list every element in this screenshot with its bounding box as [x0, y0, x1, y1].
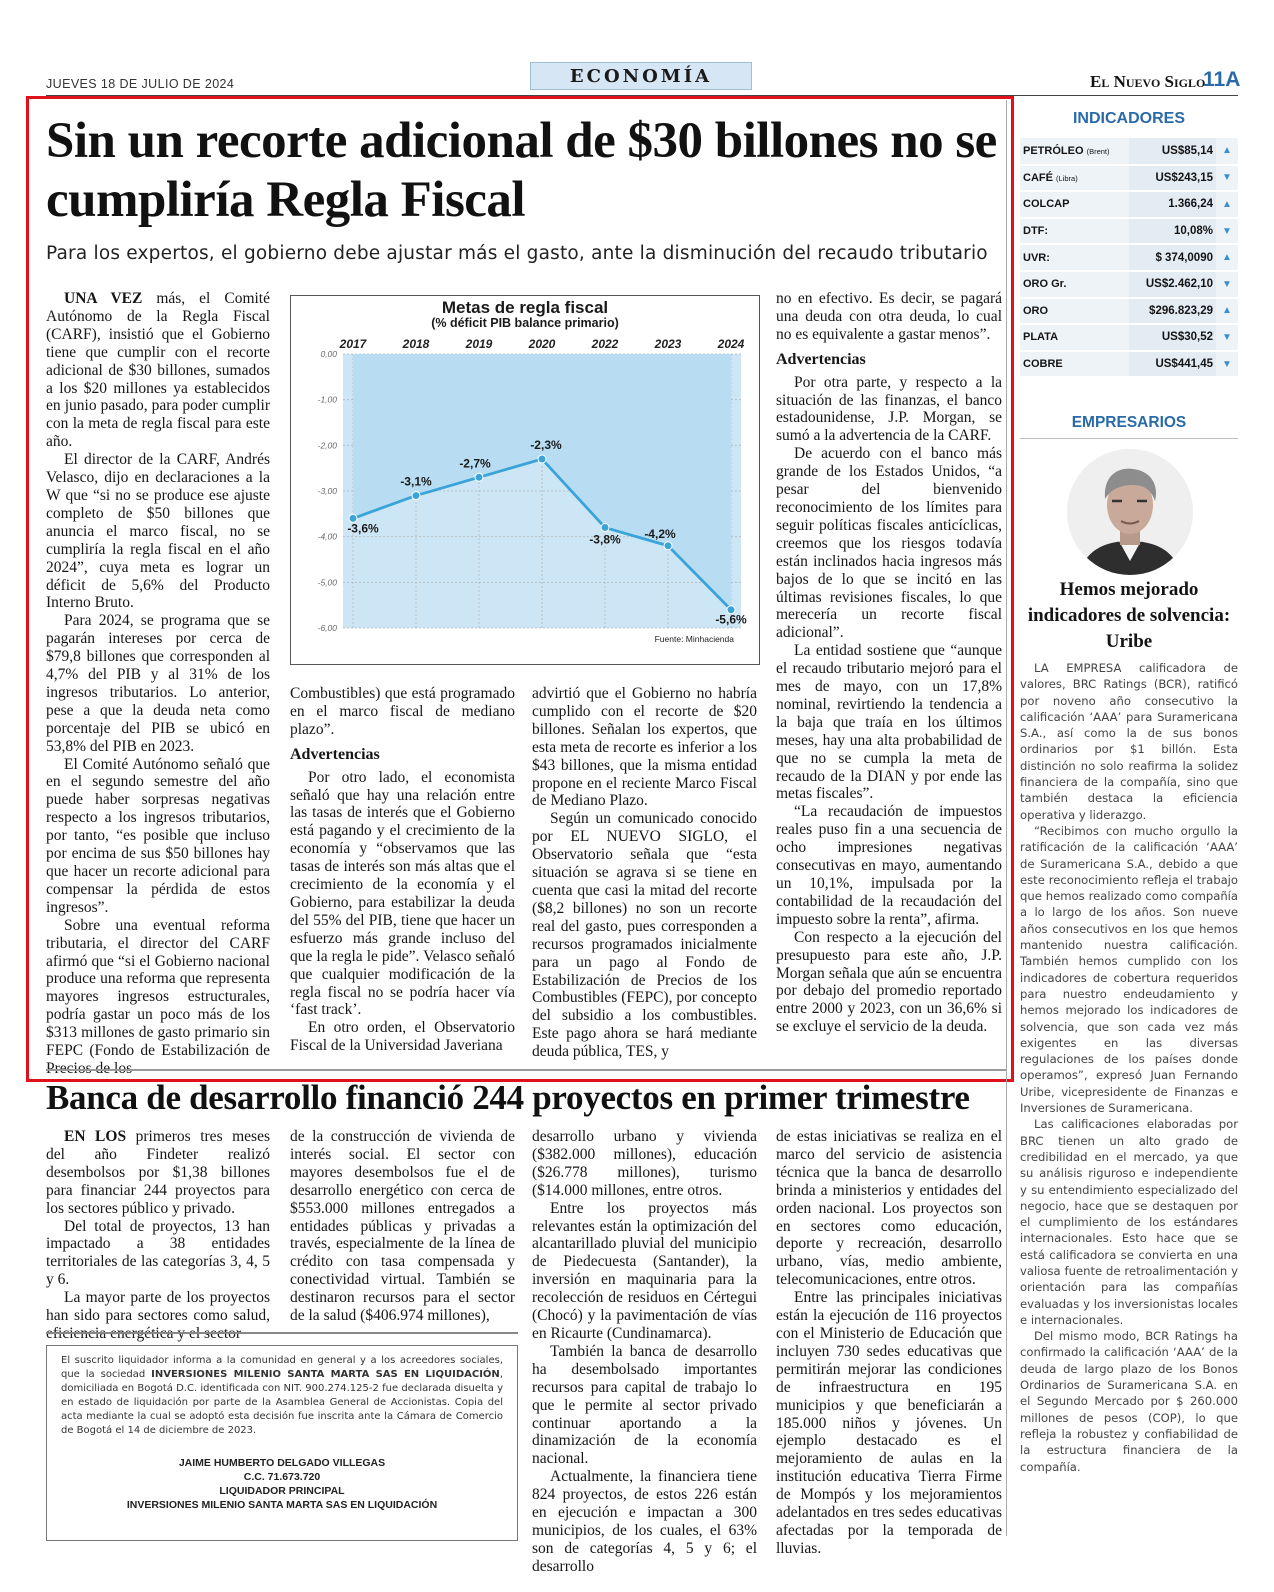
- signer-id: C.C. 71.673.720: [243, 1471, 321, 1483]
- x-tick-label: 2019: [465, 337, 493, 351]
- x-tick-label: 2018: [402, 337, 430, 351]
- paragraph: Sobre una eventual reforma tributaria, el director del CARF afirmó que “si el Gobierno nacional produce una reforma que representa mayores ingresos estructurales, podría gastar un poco más de los $313 millones de gasto primario sin FEPC (Fondo de Estabilización de: [46, 916, 270, 1060]
- indicator-row: [1020, 191, 1238, 218]
- paragraph: de estas iniciativas se realiza en el marco del servicio de asistencia técnica que la banca de desarrollo brinda a ministerios y entidades del orden nacional. Los proyectos son en sectores como educación, deporte y recreación, desarrollo urbano, vías, medio ambiente, telecomunicaciones, entre otros.: [776, 1128, 1002, 1289]
- paragraph: Del mismo modo, BCR Ratings ha confirmado la calificación ‘AAA’ de la deuda de largo plazo de los Bonos Ordinarios de Suramericana S.A. en el Segundo Mercado por $ 260.000 millones de pesos (COP), lo que refleja la robustez y confiabilidad de la estructura financiera de la compañía.: [1020, 1329, 1238, 1474]
- legal-notice: [46, 1345, 518, 1541]
- arrow-up-icon: ▲: [1216, 298, 1238, 325]
- empresarios-body: [1020, 660, 1238, 1475]
- paragraph-text: primeros tres meses del año Findeter realizó desembolsos por $1,38 billones para financiar 244 proyectos para los sectores público y privado.: [46, 1128, 270, 1217]
- paragraph: La mayor parte de los proyectos han sido para sectores como salud,: [46, 1289, 270, 1325]
- empresarios-title: EMPRESARIOS: [1071, 414, 1187, 431]
- paragraph: Según un comunicado conocido por EL NUEVO SIGLO, el Observatorio señala que “esta situación se agrava si se tiene en cuenta que casi la mitad del recorte ($8,2 billones) no son un recorte real del gasto, pues corresponden a recursos programados inicialmente para un pago al Fondo de Estabilización de Precios de los Combustibles (FEPC), por concepto del subsidio a los combustibles. Este pago ahora se hará mediante deuda pública, TES, y: [532, 810, 757, 1061]
- chart-svg: [291, 296, 759, 664]
- data-label: -2,7%: [459, 456, 491, 471]
- paragraph: Entre las principales iniciativas están la ejecución de 116 proyectos con el Ministerio de Educación que incluyen 730 sedes educativas que permitirán mejorar las condiciones de infraestructura en 195 municipios y que beneficiarán a 185.000 niños y jóvenes. Un ejemplo destacado es el mejoramiento de aulas en la institución educativa Tierra Firme de Mompós y los mejoramientos adelantados en tres sedes educativas afectadas por la temporada de lluvias.: [776, 1289, 1002, 1557]
- indicator-name: [1020, 351, 1129, 378]
- data-label: -5,6%: [715, 612, 747, 627]
- notice-text-end: , domiciliada en Bogotá D.C. identificada con NIT. 900.274.125-2 fue declarada disuelta y en estado de liquidación por parte de la Asamblea General de Accionistas. Copia del acta mediante la cual se adoptó esta decisión fue inscrita ante la Cámara de Comercio de Bogotá el 14 de diciembre de 2023.: [61, 1369, 503, 1436]
- data-point: [601, 524, 609, 532]
- indicators-title: INDICADORES: [1072, 110, 1185, 127]
- lead-in: EN LOS: [64, 1128, 127, 1145]
- chart-source: Fuente: Minhacienda: [654, 634, 734, 644]
- paragraph: de la construcción de vivienda de interés social. El sector con mayores desembolsos fue el de desarrollo energético con cerca de $553.000 millones entregados a entidades públicas y privadas a través, especialmente de la línea de crédito con tasa compensada y conectividad virtual. También se destinaron recursos para el sector de la salud ($406.974 millones),: [290, 1128, 515, 1325]
- arrow-up-icon: ▲: [1216, 244, 1238, 271]
- y-tick-label: -6,00: [317, 623, 337, 633]
- y-tick-label: -5,00: [317, 577, 337, 588]
- data-label: -4,2%: [644, 526, 676, 541]
- paragraph: [46, 1128, 270, 1218]
- article-subhead: Para los expertos, el gobierno debe ajustar más el gasto, ante la disminución del recaudo tributario: [46, 243, 988, 264]
- indicator-name: [1020, 271, 1129, 298]
- paragraph: Por otra parte, y respecto a la situación de las finanzas, el banco estadounidense, J.P. Morgan, se sumó a la advertencia de la CARF.: [776, 373, 1002, 445]
- indicator-value: US$85,14: [1129, 138, 1216, 165]
- indicator-name: [1020, 324, 1129, 351]
- indicators-table: [1020, 138, 1238, 378]
- indicator-name: [1020, 138, 1129, 165]
- paragraph: En otro orden, el Observatorio Fiscal de la Universidad Javeriana: [290, 1019, 515, 1055]
- signer-role: LIQUIDADOR PRINCIPAL: [219, 1485, 345, 1497]
- indicator-label: COBRE: [1023, 358, 1063, 371]
- paragraph: Las calificaciones elaboradas por BRC tienen un alto grado de credibilidad en el mercado, ya que su análisis riguroso e independiente y su entendimiento especializado del negocio, hace que se destaquen por el cumplimiento de los estándares internacionales. Esto hace que se está calificadora se convierta en una valiosa fuente de retroalimentación y orientación para las compañías evaluadas y los inversionistas locales e internacionales.: [1020, 1117, 1238, 1327]
- article2-column-4: [776, 1128, 1002, 1558]
- paragraph: [46, 290, 270, 451]
- issue-date: JUEVES 18 DE JULIO DE 2024: [46, 77, 235, 91]
- paragraph: no en efectivo. Es decir, se pagará una deuda con otra deuda, lo cual no es equivalente a gastar menos”.: [776, 290, 1002, 343]
- signer-company: INVERSIONES MILENIO SANTA MARTA SAS EN LIQUIDACIÓN: [126, 1499, 438, 1511]
- x-tick-label: 2024: [717, 337, 745, 351]
- arrow-up-icon: ▲: [1216, 138, 1238, 165]
- indicator-label: UVR:: [1023, 251, 1050, 264]
- indicator-row: [1020, 271, 1238, 298]
- y-tick-label: 0,00: [320, 349, 337, 359]
- indicator-label: COLCAP: [1023, 198, 1070, 211]
- article2-column-1: [46, 1128, 270, 1343]
- paragraph: “Recibimos con mucho orgullo la ratificación de la calificación ‘AAA’ de Suramericana S.A., debido a que este reconocimiento refleja el trabajo que hemos realizado como compañía a lo largo de los años. Son nueve años consecutivos en los que hemos mantenido nuestra calificación. También hemos cumplido con los indicadores de cobertura requeridos para nuestro endeudamiento y hemos mejorado los indicadores de solvencia, que son cada vez más exigentes en las diversas regulaciones de los países donde operamos”, expresó Juan Fernando Uribe, vicepresidente de Finanzas e Inversiones de Suramericana.: [1020, 823, 1238, 1116]
- lead-in: UNA VEZ: [64, 290, 143, 307]
- arrow-down-icon: ▼: [1216, 271, 1238, 298]
- article2-column-3: [532, 1128, 757, 1576]
- indicator-value: US$441,45: [1129, 351, 1216, 378]
- data-label: -2,3%: [530, 438, 562, 453]
- paragraph: Para 2024, se programa que se pagarán intereses por cerca de $79,8 billones que corresponden al 4,7% del PIB y al 31% de los ingresos tributarios. Lo anterior, pese a que la deuda neta como porcentaje del PIB se ubicó en 53,8% del PIB en 2023.: [46, 612, 270, 755]
- empresarios-headline: Hemos mejorado indicadores de solvencia: Uribe: [1027, 579, 1231, 652]
- paragraph: El Comité Autónomo señaló que en el segundo semestre del año puede haber sorpresas negativas respecto a los ingresos tributarios, por tanto, “es posible que incluso por encima de sus $50 billones hay que hacer un recorte adicional para compensar la pérdida de estos ingresos”.: [46, 755, 270, 916]
- indicator-row: [1020, 324, 1238, 351]
- indicator-value: 1.366,24: [1129, 191, 1216, 218]
- indicator-label: ORO: [1023, 304, 1049, 317]
- article-divider: [46, 1069, 1006, 1071]
- indicator-row: [1020, 298, 1238, 325]
- indicator-value: US$30,52: [1129, 324, 1216, 351]
- data-label: -3,8%: [589, 532, 621, 547]
- article-column-2: [290, 685, 515, 1055]
- indicator-row: [1020, 244, 1238, 271]
- indicator-value: 10,08%: [1129, 218, 1216, 245]
- indicator-value: $ 374,0090: [1129, 244, 1216, 271]
- paragraph: LA EMPRESA calificadora de valores, BRC Ratings (BCR), ratificó por noveno año consecutivo la calificación ‘AAA’ para Suramericana S.A., así como la de sus bonos ordinarios por $1 billón. Esta distinción no solo reafirma la solidez financiera de la compañía, sino que también destaca la eficiencia operativa y liderazgo.: [1020, 661, 1238, 822]
- page-number: 11A: [1203, 68, 1241, 91]
- paragraph: “La recaudación de impuestos reales puso fin a una secuencia de ocho impresiones negativas consecutivas en mayo, aumentando un 10,1%, impulsada por la contabilidad de la recaudación del impuesto sobre la renta”, afirma.: [776, 803, 1002, 928]
- paragraph: Combustibles) que está programado en el marco fiscal de mediano plazo”.: [290, 685, 515, 738]
- paragraph: advirtió que el Gobierno no habría cumplido con el recorte de $20 billones. Señalan los expertos, que esta meta de recorte es inferior a los $43 billones, que la misma entidad propone en el reciente Marco Fiscal de Mediano Plazo.: [532, 685, 757, 810]
- section-label: ECONOMÍA: [530, 62, 752, 90]
- data-point: [538, 455, 546, 463]
- indicator-name: [1020, 218, 1129, 245]
- portrait-photo: [1067, 449, 1193, 575]
- paragraph: El director de la CARF, Andrés Velasco, dijo en declaraciones a la W que “si no se produce ese ajuste completo de $50 billones que anuncia el marco fiscal, no se cumpliría la regla fiscal en el año 2024”, cuya meta es lograr un déficit de 5,6% del Producto Interno Bruto.: [46, 451, 270, 612]
- article-column-3: [532, 685, 757, 1061]
- indicator-label: PETRÓLEO: [1023, 144, 1084, 157]
- indicator-name: [1020, 244, 1129, 271]
- arrow-down-icon: ▼: [1216, 351, 1238, 378]
- indicator-name: [1020, 298, 1129, 325]
- indicator-name: [1020, 165, 1129, 192]
- indicator-label: DTF:: [1023, 225, 1049, 238]
- article2-headline: Banca de desarrollo financió 244 proyectos en primer trimestre: [46, 1078, 970, 1117]
- y-tick-label: -3,00: [317, 486, 337, 496]
- subheading: Advertencias: [776, 350, 866, 368]
- data-point: [664, 542, 672, 550]
- notice-text-start: El suscrito liquidador informa a la comunidad en general y a los acreedores sociales, que la sociedad: [61, 1355, 503, 1380]
- signer-name: JAIME HUMBERTO DELGADO VILLEGAS: [178, 1457, 386, 1469]
- article-column-1: [46, 290, 270, 1078]
- indicator-label: PLATA: [1023, 331, 1059, 344]
- x-tick-label: 2022: [591, 337, 619, 351]
- arrow-down-icon: ▼: [1216, 324, 1238, 351]
- arrow-down-icon: ▼: [1216, 165, 1238, 192]
- article-headline: Sin un recorte adicional de $30 billones no se cumpliría Regla Fiscal: [46, 113, 997, 228]
- indicator-label: ORO Gr.: [1023, 278, 1067, 291]
- notice-rule: [46, 1332, 518, 1334]
- indicator-value: $296.823,29: [1129, 298, 1216, 325]
- data-label: -3,1%: [400, 474, 432, 489]
- arrow-up-icon: ▲: [1216, 191, 1238, 218]
- fiscal-chart: [290, 295, 760, 665]
- paragraph: Del total de proyectos, 13 han impactado a 38 entidades territoriales de las categorías 3, 4, 5 y 6.: [46, 1217, 270, 1289]
- indicator-note: (Libra): [1056, 173, 1078, 183]
- indicator-value: US$243,15: [1129, 165, 1216, 192]
- paragraph: También la banca de desarrollo ha desembolsado importantes recursos para capital de trabajo lo que le permite al sector privado continuar aportando a la dinamización de la economía nacional.: [532, 1342, 757, 1468]
- indicator-label: CAFÉ: [1023, 171, 1053, 184]
- indicator-row: [1020, 138, 1238, 165]
- subheading: Advertencias: [290, 745, 380, 763]
- paragraph-text: más, el Comité Autónomo de la Regla Fiscal (CARF), insistió que el Gobierno tiene que cumplir con el recorte adicional de $30 billones, sumados a los $20 millones ya establecidos en junio pasado, para poder cumplir con la meta de regla fiscal para este año.: [46, 290, 270, 451]
- notice-signature: [61, 1456, 503, 1512]
- article2-column-2: [290, 1128, 515, 1325]
- y-tick-label: -2,00: [317, 440, 337, 451]
- paragraph: Entre los proyectos más relevantes están la optimización del alcantarillado pluvial del municipio de Piedecuesta (Santander), la inversión en maquinaria para la recolección de residuos en Cértegui (Chocó) y la pavimentación de vías en Ricaurte (Cundinamarca).: [532, 1199, 757, 1342]
- paragraph: Por otro lado, el economista señaló que hay una relación entre las tasas de interés que el Gobierno está pagando y el crecimiento de la economía y “observamos que las tasas de interés son más altas que el crecimiento de la economía y el Gobierno, para estabilizar la deuda del 55% del PIB, tiene que hacer un esfuerzo más grande incluso del que la regla le pide”. Velasco señaló que cualquier modificación de la regla fiscal no se podría hacer vía ‘fast track’.: [290, 768, 515, 1019]
- x-tick-label: 2017: [339, 337, 367, 351]
- paragraph: Actualmente, la financiera tiene 824 proyectos, de estos 226 están en ejecución e impactan a 300 municipios, de los cuales, el 63% son de categorías 4, 5 y 6; el desarrollo: [532, 1468, 757, 1575]
- paragraph: De acuerdo con el banco más grande de los Estados Unidos, “a pesar del bienvenido reconocimiento de los límites para seguir políticas fiscales anticíclicas, creemos que los riesgos todavía están inclinados hacia ingresos más bajos de lo que se incitó en las últimas revisiones fiscales, lo que merecería un recorte fiscal adicional”.: [776, 445, 1002, 642]
- article-column-4: [776, 290, 1002, 1036]
- newspaper-name: El Nuevo Siglo: [1090, 72, 1206, 91]
- notice-text: [61, 1354, 503, 1438]
- x-tick-label: 2020: [528, 337, 556, 351]
- x-tick-label: 2023: [654, 337, 682, 351]
- indicator-row: [1020, 351, 1238, 378]
- notice-company: INVERSIONES MILENIO SANTA MARTA SAS EN LIQUIDACIÓN: [151, 1369, 500, 1380]
- paragraph: desarrollo urbano y vivienda ($382.000 millones), educación ($26.778 millones), turismo ($14.000 millones, entre otros.: [532, 1128, 757, 1199]
- y-tick-label: -1,00: [317, 394, 337, 405]
- indicator-value: US$2.462,10: [1129, 271, 1216, 298]
- empresarios-rule: [1020, 438, 1238, 439]
- indicator-row: [1020, 165, 1238, 192]
- data-point: [412, 492, 420, 500]
- indicator-note: (Brent): [1086, 146, 1110, 156]
- sidebar-rule: [1006, 100, 1007, 1536]
- paragraph: Con respecto a la ejecución del presupuesto para este año, J.P. Morgan señala que aún se encuentra por debajo del promedio reportado entre 2000 y 2023, con un 36,6% si se excluye el servicio de la deuda.: [776, 928, 1002, 1036]
- chart-subtitle: (% déficit PIB balance primario): [431, 316, 619, 330]
- data-point: [475, 473, 483, 481]
- data-label: -3,6%: [347, 521, 379, 536]
- chart-title: Metas de regla fiscal: [441, 298, 609, 317]
- indicator-row: [1020, 218, 1238, 245]
- portrait-illustration: [1067, 449, 1193, 575]
- indicator-name: [1020, 191, 1129, 218]
- y-tick-label: -4,00: [317, 531, 337, 542]
- paragraph: La entidad sostiene que “aunque el recaudo tributario mejoró para el mes de mayo, con un 17,8% nominal, revirtiendo la tendencia a la baja que traía en los últimos meses, hay una alta probabilidad de que no se cumpla la meta de recaudo de la DIAN y por ende las metas fiscales”.: [776, 642, 1002, 803]
- arrow-down-icon: ▼: [1216, 218, 1238, 245]
